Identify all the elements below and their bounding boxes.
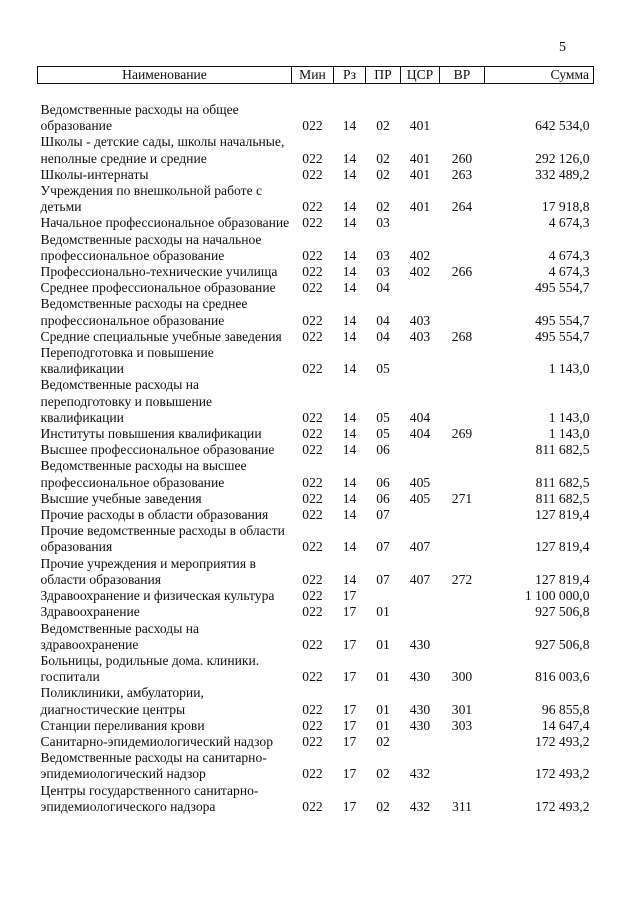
cell-min: 022	[302, 474, 323, 490]
table-row	[38, 556, 594, 588]
cell-csr: 407	[409, 571, 431, 587]
table-row	[38, 296, 594, 328]
cell-name: Ведомственные расходы на общее образование	[40, 102, 239, 134]
table-row	[38, 426, 594, 442]
cell-sum: 172 493,2	[535, 798, 590, 814]
cell-rz: 14	[342, 571, 357, 587]
cell-name: Ведомственные расходы на среднее профессиональное образование	[40, 296, 248, 328]
cell-sum: 811 682,5	[535, 490, 590, 506]
cell-sum: 811 682,5	[535, 474, 590, 490]
cell-sum: 292 126,0	[535, 150, 590, 166]
cell-sum: 96 855,8	[541, 701, 590, 717]
cell-pr: 07	[376, 507, 390, 523]
table-row	[38, 183, 594, 215]
cell-csr	[401, 734, 440, 750]
cell-csr	[401, 442, 440, 458]
cell-name: Здравоохранение и физическая культура	[40, 588, 275, 604]
table-row	[38, 604, 594, 620]
cell-csr: 404	[409, 426, 431, 442]
cell-csr	[401, 604, 440, 620]
cell-name: Ведомственные расходы на санитарно-эпидемиологический надзор	[40, 750, 267, 782]
cell-pr: 03	[376, 247, 390, 263]
cell-name: Начальное профессиональное образование	[40, 215, 290, 231]
cell-sum: 1 143,0	[548, 361, 590, 377]
cell-sum: 495 554,7	[535, 312, 590, 328]
cell-min: 022	[302, 636, 323, 652]
cell-csr: 407	[409, 539, 431, 555]
cell-min: 022	[302, 604, 323, 620]
cell-rz: 14	[342, 539, 357, 555]
table-row	[38, 345, 594, 377]
cell-rz: 14	[342, 215, 357, 231]
table-row	[38, 750, 594, 782]
cell-vr	[440, 604, 485, 620]
table-row	[38, 102, 594, 134]
table-row	[38, 264, 594, 280]
cell-pr: 05	[376, 426, 390, 442]
cell-pr: 07	[376, 571, 390, 587]
cell-vr	[440, 588, 485, 604]
cell-min: 022	[302, 701, 323, 717]
cell-vr: 303	[451, 717, 473, 733]
table-row	[38, 491, 594, 507]
cell-name: Средние специальные учебные заведения	[40, 328, 282, 344]
cell-vr	[440, 523, 485, 555]
cell-vr	[440, 734, 485, 750]
cell-sum: 927 506,8	[535, 636, 590, 652]
cell-name: Центры государственного санитарно-эпидемиологического надзора	[40, 782, 259, 814]
cell-csr: 401	[409, 199, 431, 215]
cell-pr: 02	[376, 166, 390, 182]
cell-vr: 300	[451, 669, 473, 685]
header-min: Мин	[292, 67, 334, 84]
table-header-row	[38, 67, 594, 84]
cell-rz: 14	[342, 280, 357, 296]
cell-pr: 04	[376, 328, 390, 344]
cell-min: 022	[302, 361, 323, 377]
cell-pr: 01	[376, 717, 390, 733]
cell-vr: 260	[451, 150, 473, 166]
cell-min: 022	[302, 264, 323, 280]
cell-rz: 14	[342, 312, 357, 328]
cell-sum: 927 506,8	[535, 604, 590, 620]
cell-rz: 14	[342, 247, 357, 263]
cell-name: Школы - детские сады, школы начальные, неполные средние и средние	[40, 134, 285, 166]
cell-csr: 401	[409, 166, 431, 182]
header-pr: ПР	[366, 67, 401, 84]
cell-vr: 264	[451, 199, 473, 215]
table-row	[38, 588, 594, 604]
cell-rz: 14	[342, 150, 357, 166]
table-row	[38, 507, 594, 523]
cell-sum: 14 647,4	[541, 717, 590, 733]
cell-csr: 405	[409, 474, 431, 490]
cell-csr: 402	[409, 247, 431, 263]
cell-pr: 06	[376, 474, 390, 490]
cell-name: Среднее профессиональное образование	[40, 280, 276, 296]
cell-sum: 127 819,4	[535, 539, 590, 555]
cell-csr: 405	[409, 490, 431, 506]
cell-name: Поликлиники, амбулатории, диагностические центры	[40, 685, 204, 717]
cell-name: Прочие учреждения и мероприятия в области образования	[40, 555, 256, 587]
cell-sum: 1 100 000,0	[524, 588, 590, 604]
cell-rz: 17	[342, 669, 357, 685]
cell-vr: 311	[452, 798, 472, 814]
cell-name: Станции переливания крови	[40, 717, 205, 733]
cell-name: Больницы, родильные дома. клиники. госпитали	[40, 652, 260, 685]
cell-pr: 01	[376, 669, 390, 685]
cell-min: 022	[302, 539, 323, 555]
cell-pr: 02	[376, 798, 390, 814]
cell-min: 022	[302, 280, 323, 296]
table-body	[38, 84, 594, 815]
cell-name: Ведомственные расходы на начальное профессиональное образование	[40, 231, 262, 263]
page-number: 5	[559, 40, 566, 55]
cell-rz: 14	[342, 442, 357, 458]
cell-name: Прочие ведомственные расходы в области образования	[40, 523, 285, 555]
cell-name: Институты повышения квалификации	[40, 426, 262, 442]
cell-pr: 01	[376, 701, 390, 717]
cell-rz: 17	[342, 798, 357, 814]
table-row	[38, 280, 594, 296]
cell-sum: 642 534,0	[535, 118, 590, 134]
cell-min: 022	[302, 118, 323, 134]
cell-name: Ведомственные расходы на здравоохранение	[40, 620, 200, 652]
cell-sum: 1 143,0	[548, 426, 590, 442]
cell-name: Высшие учебные заведения	[40, 490, 202, 506]
cell-min: 022	[302, 150, 323, 166]
cell-csr: 401	[409, 150, 431, 166]
cell-min: 022	[302, 571, 323, 587]
cell-name: Профессионально-технические училища	[40, 264, 278, 280]
cell-csr: 432	[409, 766, 431, 782]
cell-csr	[401, 507, 440, 523]
cell-min: 022	[302, 669, 323, 685]
cell-vr	[440, 232, 485, 264]
cell-pr: 04	[376, 312, 390, 328]
table-row	[38, 215, 594, 231]
cell-rz: 14	[342, 264, 357, 280]
cell-csr: 430	[409, 669, 431, 685]
cell-vr: 263	[451, 166, 473, 182]
cell-sum: 127 819,4	[535, 507, 590, 523]
cell-min: 022	[302, 490, 323, 506]
cell-sum: 127 819,4	[535, 571, 590, 587]
cell-sum: 17 918,8	[541, 199, 590, 215]
cell-min: 022	[302, 733, 323, 749]
cell-rz: 14	[342, 507, 357, 523]
cell-pr: 05	[376, 361, 390, 377]
cell-name: Школы-интернаты	[40, 166, 149, 182]
cell-pr: 06	[376, 442, 390, 458]
table-row	[38, 621, 594, 653]
cell-vr	[440, 102, 485, 134]
cell-vr	[440, 507, 485, 523]
cell-vr: 268	[451, 328, 473, 344]
cell-vr	[440, 458, 485, 490]
cell-pr: 03	[376, 215, 390, 231]
cell-rz: 17	[342, 588, 357, 604]
cell-min: 022	[302, 426, 323, 442]
cell-csr	[401, 280, 440, 296]
cell-rz: 14	[342, 118, 357, 134]
cell-vr: 271	[451, 490, 473, 506]
header-vr: ВР	[440, 67, 485, 84]
cell-rz: 17	[342, 701, 357, 717]
header-rz: Рз	[334, 67, 366, 84]
table-row	[38, 783, 594, 815]
cell-sum: 332 489,2	[535, 166, 590, 182]
cell-vr	[440, 621, 485, 653]
cell-csr: 404	[409, 409, 431, 425]
cell-name: Переподготовка и повышение квалификации	[40, 345, 214, 377]
cell-pr: 05	[376, 409, 390, 425]
cell-pr: 02	[376, 118, 390, 134]
cell-csr: 403	[409, 328, 431, 344]
cell-min: 022	[302, 409, 323, 425]
cell-min: 022	[302, 328, 323, 344]
cell-vr	[440, 377, 485, 426]
header-name: Наименование	[38, 67, 292, 84]
cell-csr: 430	[409, 717, 431, 733]
cell-rz: 17	[342, 733, 357, 749]
cell-vr	[440, 750, 485, 782]
cell-vr: 269	[451, 426, 473, 442]
cell-pr: 06	[376, 490, 390, 506]
table-row	[38, 134, 594, 166]
cell-name: Высшее профессиональное образование	[40, 442, 275, 458]
cell-csr: 430	[409, 636, 431, 652]
cell-rz: 14	[342, 426, 357, 442]
cell-pr: 07	[376, 539, 390, 555]
cell-pr: 02	[376, 150, 390, 166]
cell-sum: 4 674,3	[548, 215, 590, 231]
cell-name: Санитарно-эпидемиологический надзор	[40, 733, 274, 749]
cell-rz: 17	[342, 717, 357, 733]
cell-rz: 14	[342, 474, 357, 490]
cell-min: 022	[302, 215, 323, 231]
cell-rz: 14	[342, 199, 357, 215]
cell-min: 022	[302, 507, 323, 523]
cell-min: 022	[302, 717, 323, 733]
cell-min: 022	[302, 798, 323, 814]
cell-csr: 430	[409, 701, 431, 717]
header-sum: Сумма	[485, 67, 594, 84]
cell-rz: 17	[342, 636, 357, 652]
cell-vr	[440, 296, 485, 328]
cell-vr	[440, 280, 485, 296]
cell-csr: 402	[409, 264, 431, 280]
cell-name: Здравоохранение	[40, 604, 140, 620]
cell-sum: 4 674,3	[548, 264, 590, 280]
cell-name: Ведомственные расходы на высшее профессиональное образование	[40, 458, 247, 490]
table-row	[38, 734, 594, 750]
cell-csr	[401, 345, 440, 377]
cell-sum: 1 143,0	[548, 409, 590, 425]
table-row	[38, 329, 594, 345]
cell-vr	[440, 215, 485, 231]
cell-vr: 301	[451, 701, 473, 717]
cell-name: Учреждения по внешкольной работе с детьми	[40, 183, 263, 215]
cell-sum: 172 493,2	[535, 733, 590, 749]
cell-csr	[401, 215, 440, 231]
cell-csr: 403	[409, 312, 431, 328]
cell-rz: 17	[342, 604, 357, 620]
cell-rz: 14	[342, 328, 357, 344]
cell-pr: 02	[376, 199, 390, 215]
cell-min: 022	[302, 247, 323, 263]
cell-sum: 172 493,2	[535, 766, 590, 782]
cell-rz: 14	[342, 490, 357, 506]
cell-sum: 811 682,5	[535, 442, 590, 458]
table-row	[38, 377, 594, 426]
cell-rz: 17	[342, 766, 357, 782]
table-row	[38, 458, 594, 490]
cell-pr: 04	[376, 280, 390, 296]
table-row	[38, 232, 594, 264]
cell-sum: 4 674,3	[548, 247, 590, 263]
cell-pr: 02	[376, 733, 390, 749]
header-csr: ЦСР	[401, 67, 440, 84]
table-row	[38, 653, 594, 685]
cell-min: 022	[302, 199, 323, 215]
cell-sum: 495 554,7	[535, 280, 590, 296]
cell-min: 022	[302, 312, 323, 328]
cell-min: 022	[302, 166, 323, 182]
table-row	[38, 523, 594, 555]
cell-vr: 266	[451, 264, 473, 280]
table-row	[38, 442, 594, 458]
cell-vr	[440, 345, 485, 377]
cell-sum: 816 003,6	[535, 669, 590, 685]
cell-rz: 14	[342, 409, 357, 425]
table-row	[38, 718, 594, 734]
cell-rz: 14	[342, 166, 357, 182]
spacer-row	[38, 84, 594, 103]
cell-vr: 272	[451, 571, 473, 587]
cell-name: Прочие расходы в области образования	[40, 507, 269, 523]
cell-csr: 432	[409, 798, 431, 814]
table-row	[38, 685, 594, 717]
cell-pr	[366, 588, 401, 604]
cell-sum: 495 554,7	[535, 328, 590, 344]
cell-vr	[440, 442, 485, 458]
cell-min: 022	[302, 588, 323, 604]
cell-pr: 03	[376, 264, 390, 280]
cell-csr	[401, 588, 440, 604]
budget-table	[37, 66, 594, 815]
cell-pr: 02	[376, 766, 390, 782]
cell-pr: 01	[376, 636, 390, 652]
table-row	[38, 167, 594, 183]
cell-min: 022	[302, 766, 323, 782]
cell-name: Ведомственные расходы на переподготовку и повышение квалификации	[40, 377, 213, 425]
cell-rz: 14	[342, 361, 357, 377]
cell-min: 022	[302, 442, 323, 458]
cell-pr: 01	[376, 604, 390, 620]
cell-csr: 401	[409, 118, 431, 134]
